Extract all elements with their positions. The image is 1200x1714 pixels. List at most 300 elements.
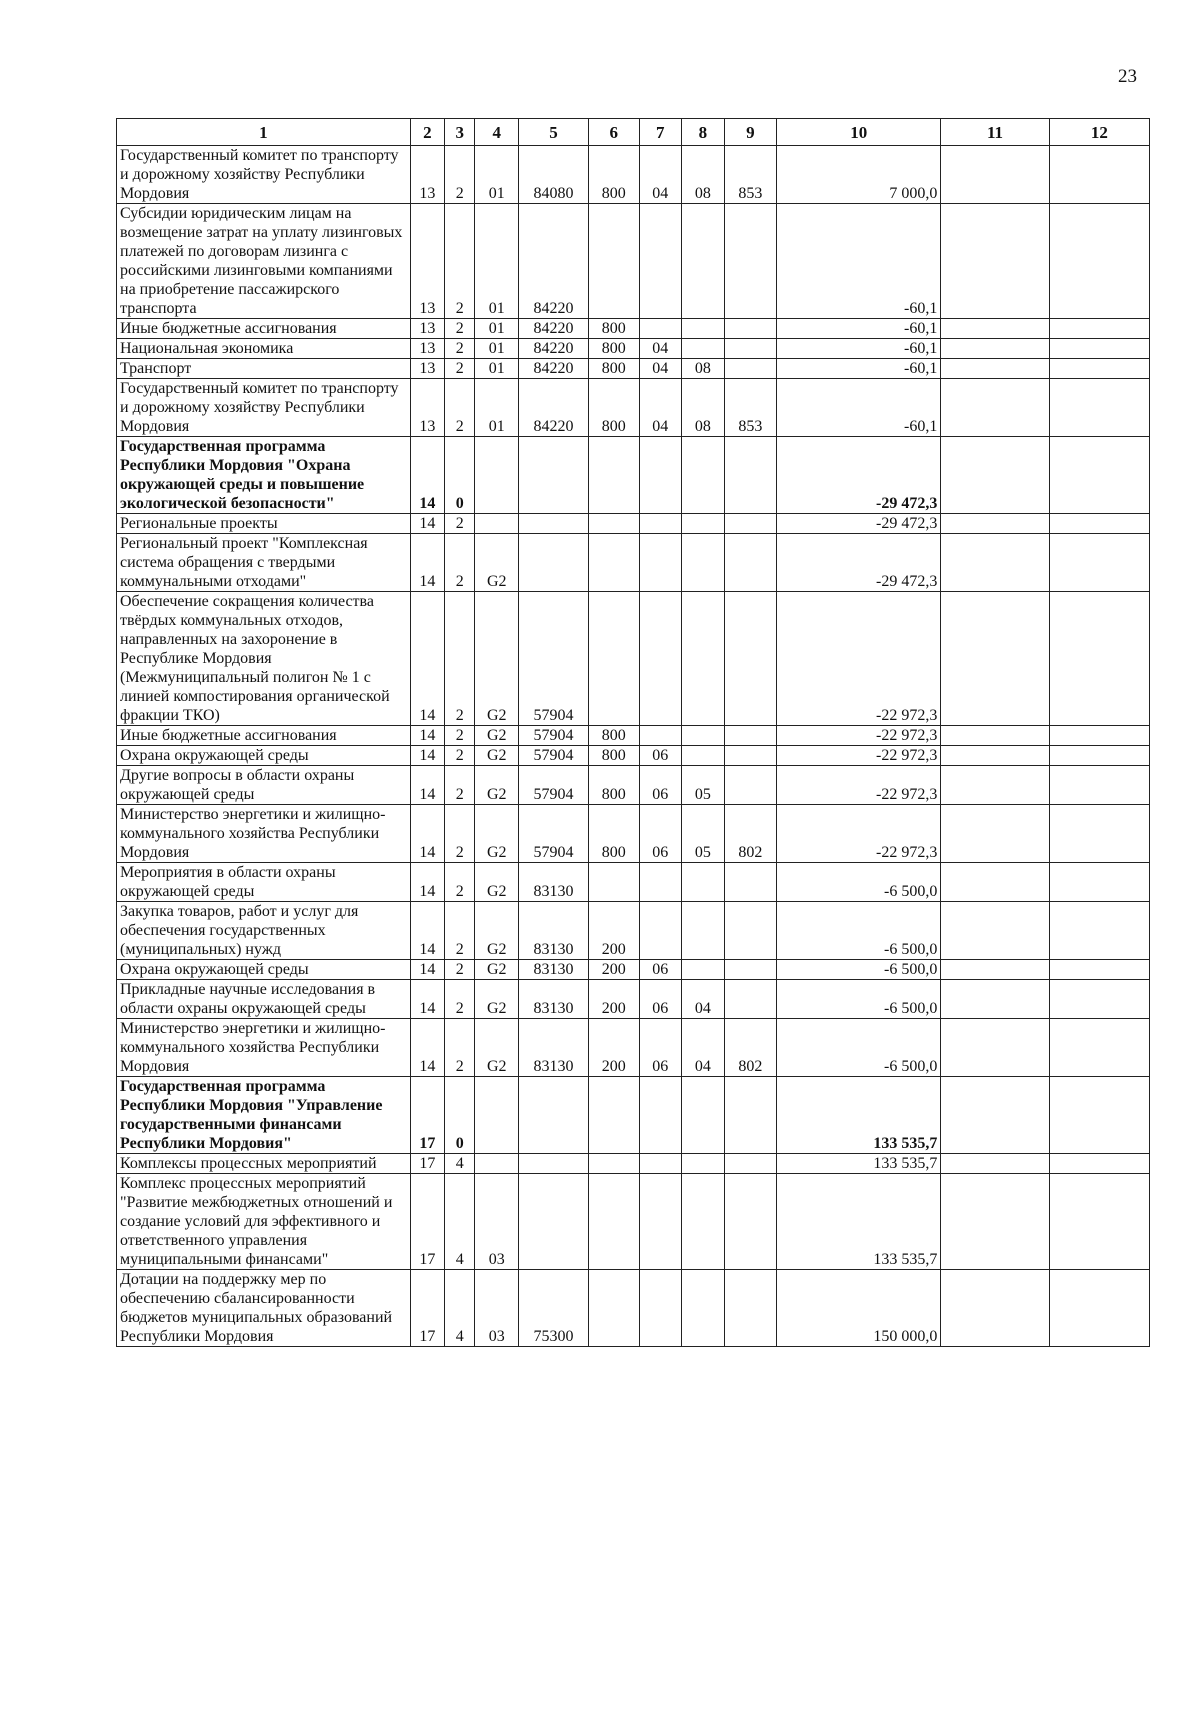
cell-col-12 [1049, 534, 1149, 592]
cell-col-3: 2 [445, 1019, 475, 1077]
cell-col-11 [941, 726, 1049, 746]
cell-col-7: 06 [639, 766, 682, 805]
cell-col-2: 13 [410, 146, 444, 204]
cell-col-9 [724, 359, 777, 379]
cell-col-7 [639, 863, 682, 902]
row-name-cell: Министерство энергетики и жилищно-коммунального хозяйства Республики Мордовия [117, 805, 411, 863]
row-name-cell: Государственная программа Республики Мордовия "Охрана окружающей среды и повышение экологической безопасности" [117, 437, 411, 514]
cell-col-9 [724, 592, 777, 726]
table-row [117, 902, 1150, 960]
cell-col-6 [588, 1077, 639, 1154]
cell-col-2: 17 [410, 1174, 444, 1270]
cell-col-9 [724, 746, 777, 766]
cell-col-9 [724, 1154, 777, 1174]
col-header-2: 2 [410, 119, 444, 146]
cell-col-8 [682, 204, 725, 319]
cell-col-3: 2 [445, 204, 475, 319]
cell-col-6 [588, 534, 639, 592]
cell-col-12 [1049, 592, 1149, 726]
page-number: 23 [1118, 66, 1137, 87]
cell-amount: 133 535,7 [777, 1154, 941, 1174]
cell-col-11 [941, 746, 1049, 766]
cell-col-6: 800 [588, 805, 639, 863]
cell-col-12 [1049, 1019, 1149, 1077]
col-header-1: 1 [117, 119, 411, 146]
table-row [117, 379, 1150, 437]
cell-col-11 [941, 1174, 1049, 1270]
row-name-cell: Национальная экономика [117, 339, 411, 359]
cell-col-12 [1049, 204, 1149, 319]
cell-amount: -22 972,3 [777, 766, 941, 805]
cell-col-11 [941, 339, 1049, 359]
table-row [117, 1019, 1150, 1077]
cell-col-8 [682, 726, 725, 746]
cell-col-6: 200 [588, 1019, 639, 1077]
cell-col-2: 13 [410, 204, 444, 319]
row-name-cell: Комплексы процессных мероприятий [117, 1154, 411, 1174]
cell-col-2: 14 [410, 1019, 444, 1077]
cell-col-8 [682, 514, 725, 534]
row-name-cell: Государственная программа Республики Мордовия "Управление государственными финансами Республики Мордовия" [117, 1077, 411, 1154]
cell-col-5: 57904 [519, 592, 589, 726]
cell-amount: -60,1 [777, 379, 941, 437]
cell-col-11 [941, 204, 1049, 319]
cell-col-11 [941, 514, 1049, 534]
cell-amount: 133 535,7 [777, 1077, 941, 1154]
cell-col-9: 802 [724, 805, 777, 863]
row-name-cell: Мероприятия в области охраны окружающей среды [117, 863, 411, 902]
cell-col-4: 01 [475, 146, 519, 204]
cell-col-8 [682, 1174, 725, 1270]
cell-col-2: 13 [410, 379, 444, 437]
cell-col-9: 853 [724, 379, 777, 437]
cell-col-11 [941, 960, 1049, 980]
cell-col-9 [724, 902, 777, 960]
cell-col-5: 84220 [519, 319, 589, 339]
table-row [117, 1154, 1150, 1174]
row-name-cell: Комплекс процессных мероприятий "Развитие межбюджетных отношений и создание условий для эффективного и ответственного управления муниципальными финансами" [117, 1174, 411, 1270]
cell-col-9: 802 [724, 1019, 777, 1077]
cell-col-4: G2 [475, 980, 519, 1019]
cell-amount: -22 972,3 [777, 746, 941, 766]
cell-amount: 150 000,0 [777, 1270, 941, 1347]
cell-col-4: G2 [475, 592, 519, 726]
cell-col-2: 14 [410, 726, 444, 746]
col-header-8: 8 [682, 119, 725, 146]
cell-col-6: 800 [588, 379, 639, 437]
col-header-4: 4 [475, 119, 519, 146]
cell-col-2: 14 [410, 746, 444, 766]
cell-col-8 [682, 319, 725, 339]
table-row [117, 204, 1150, 319]
cell-amount: 133 535,7 [777, 1174, 941, 1270]
cell-col-7 [639, 1270, 682, 1347]
table-row [117, 766, 1150, 805]
cell-col-7: 06 [639, 1019, 682, 1077]
cell-col-7 [639, 726, 682, 746]
cell-col-4: G2 [475, 766, 519, 805]
cell-amount: -6 500,0 [777, 902, 941, 960]
cell-col-5: 75300 [519, 1270, 589, 1347]
table-row [117, 319, 1150, 339]
cell-col-2: 13 [410, 359, 444, 379]
cell-col-3: 2 [445, 319, 475, 339]
cell-col-9: 853 [724, 146, 777, 204]
cell-col-3: 2 [445, 592, 475, 726]
cell-col-7 [639, 1077, 682, 1154]
cell-col-8 [682, 592, 725, 726]
cell-col-8 [682, 534, 725, 592]
cell-col-3: 2 [445, 534, 475, 592]
cell-col-12 [1049, 1174, 1149, 1270]
cell-col-11 [941, 980, 1049, 1019]
cell-col-12 [1049, 980, 1149, 1019]
cell-col-5 [519, 514, 589, 534]
cell-amount: -60,1 [777, 204, 941, 319]
cell-col-12 [1049, 863, 1149, 902]
cell-col-3: 2 [445, 514, 475, 534]
cell-col-11 [941, 766, 1049, 805]
cell-col-6: 200 [588, 902, 639, 960]
cell-col-4: G2 [475, 726, 519, 746]
cell-col-4: 01 [475, 204, 519, 319]
cell-col-12 [1049, 726, 1149, 746]
cell-col-5 [519, 437, 589, 514]
table-row [117, 726, 1150, 746]
cell-col-11 [941, 592, 1049, 726]
col-header-5: 5 [519, 119, 589, 146]
cell-col-7: 06 [639, 805, 682, 863]
cell-col-6 [588, 1174, 639, 1270]
cell-col-11 [941, 1077, 1049, 1154]
col-header-6: 6 [588, 119, 639, 146]
cell-col-2: 17 [410, 1154, 444, 1174]
cell-col-4: G2 [475, 960, 519, 980]
cell-col-9 [724, 1077, 777, 1154]
row-name-cell: Другие вопросы в области охраны окружающей среды [117, 766, 411, 805]
cell-col-11 [941, 805, 1049, 863]
cell-col-12 [1049, 746, 1149, 766]
cell-col-8 [682, 960, 725, 980]
cell-col-7 [639, 319, 682, 339]
cell-col-2: 14 [410, 592, 444, 726]
cell-col-5: 84220 [519, 359, 589, 379]
cell-col-6 [588, 437, 639, 514]
cell-amount: -60,1 [777, 339, 941, 359]
row-name-cell: Министерство энергетики и жилищно-коммунального хозяйства Республики Мордовия [117, 1019, 411, 1077]
table-row [117, 863, 1150, 902]
row-name-cell: Государственный комитет по транспорту и дорожному хозяйству Республики Мордовия [117, 379, 411, 437]
cell-col-6 [588, 592, 639, 726]
cell-col-4 [475, 514, 519, 534]
cell-col-11 [941, 902, 1049, 960]
cell-col-6: 800 [588, 339, 639, 359]
cell-col-9 [724, 980, 777, 1019]
cell-col-7 [639, 902, 682, 960]
table-row [117, 980, 1150, 1019]
cell-col-9 [724, 339, 777, 359]
cell-col-6 [588, 204, 639, 319]
row-name-cell: Охрана окружающей среды [117, 746, 411, 766]
cell-amount: -22 972,3 [777, 592, 941, 726]
cell-col-3: 2 [445, 805, 475, 863]
cell-col-6: 200 [588, 960, 639, 980]
cell-col-2: 14 [410, 980, 444, 1019]
cell-col-2: 17 [410, 1077, 444, 1154]
table-row [117, 1077, 1150, 1154]
cell-amount: -29 472,3 [777, 514, 941, 534]
col-header-9: 9 [724, 119, 777, 146]
row-name-cell: Транспорт [117, 359, 411, 379]
cell-col-12 [1049, 437, 1149, 514]
cell-col-8: 05 [682, 766, 725, 805]
cell-col-11 [941, 1270, 1049, 1347]
cell-col-2: 14 [410, 960, 444, 980]
row-name-cell: Дотации на поддержку мер по обеспечению сбалансированности бюджетов муниципальных образований Республики Мордовия [117, 1270, 411, 1347]
cell-col-5: 57904 [519, 805, 589, 863]
cell-col-7 [639, 514, 682, 534]
cell-col-7: 04 [639, 146, 682, 204]
cell-amount: -6 500,0 [777, 863, 941, 902]
cell-col-11 [941, 534, 1049, 592]
cell-col-3: 2 [445, 746, 475, 766]
cell-col-3: 2 [445, 766, 475, 805]
header-row [117, 119, 1150, 146]
cell-col-4: G2 [475, 805, 519, 863]
cell-col-12 [1049, 1270, 1149, 1347]
cell-col-11 [941, 379, 1049, 437]
cell-col-5: 83130 [519, 980, 589, 1019]
cell-amount: 7 000,0 [777, 146, 941, 204]
cell-col-9 [724, 1174, 777, 1270]
cell-col-2: 14 [410, 766, 444, 805]
row-name-cell: Региональные проекты [117, 514, 411, 534]
cell-col-6: 800 [588, 746, 639, 766]
cell-col-3: 0 [445, 1077, 475, 1154]
cell-col-3: 4 [445, 1270, 475, 1347]
cell-col-12 [1049, 319, 1149, 339]
cell-col-3: 2 [445, 960, 475, 980]
cell-col-12 [1049, 379, 1149, 437]
col-header-12: 12 [1049, 119, 1149, 146]
cell-col-8: 08 [682, 146, 725, 204]
cell-col-7 [639, 534, 682, 592]
cell-col-9 [724, 1270, 777, 1347]
cell-col-8: 04 [682, 1019, 725, 1077]
cell-col-8 [682, 746, 725, 766]
cell-col-12 [1049, 766, 1149, 805]
col-header-11: 11 [941, 119, 1049, 146]
cell-col-2: 14 [410, 805, 444, 863]
cell-col-11 [941, 359, 1049, 379]
cell-col-8: 08 [682, 379, 725, 437]
table-row [117, 514, 1150, 534]
cell-col-7 [639, 1154, 682, 1174]
cell-col-8: 04 [682, 980, 725, 1019]
cell-col-3: 2 [445, 863, 475, 902]
cell-col-6: 800 [588, 319, 639, 339]
cell-col-3: 2 [445, 902, 475, 960]
cell-col-4: G2 [475, 902, 519, 960]
row-name-cell: Иные бюджетные ассигнования [117, 726, 411, 746]
cell-col-5: 84220 [519, 204, 589, 319]
cell-col-2: 14 [410, 514, 444, 534]
cell-col-4: G2 [475, 746, 519, 766]
cell-col-5 [519, 534, 589, 592]
cell-col-9 [724, 204, 777, 319]
cell-col-8 [682, 437, 725, 514]
table-row [117, 960, 1150, 980]
cell-col-5: 84080 [519, 146, 589, 204]
cell-col-5: 83130 [519, 1019, 589, 1077]
cell-col-8: 05 [682, 805, 725, 863]
cell-col-9 [724, 534, 777, 592]
cell-col-4: G2 [475, 863, 519, 902]
row-name-cell: Иные бюджетные ассигнования [117, 319, 411, 339]
cell-col-12 [1049, 902, 1149, 960]
cell-col-5: 57904 [519, 746, 589, 766]
cell-col-7 [639, 204, 682, 319]
cell-col-6: 200 [588, 980, 639, 1019]
cell-col-2: 14 [410, 534, 444, 592]
cell-col-4: G2 [475, 534, 519, 592]
cell-col-9 [724, 766, 777, 805]
cell-col-7: 04 [639, 359, 682, 379]
cell-col-4 [475, 437, 519, 514]
cell-col-3: 4 [445, 1174, 475, 1270]
cell-col-9 [724, 437, 777, 514]
row-name-cell: Прикладные научные исследования в области охраны окружающей среды [117, 980, 411, 1019]
cell-col-8 [682, 902, 725, 960]
cell-col-3: 2 [445, 359, 475, 379]
cell-col-12 [1049, 1154, 1149, 1174]
cell-col-5: 83130 [519, 863, 589, 902]
table-row [117, 146, 1150, 204]
cell-col-6 [588, 1154, 639, 1174]
cell-amount: -29 472,3 [777, 534, 941, 592]
cell-col-11 [941, 146, 1049, 204]
cell-col-8 [682, 1077, 725, 1154]
cell-amount: -60,1 [777, 359, 941, 379]
row-name-cell: Закупка товаров, работ и услуг для обеспечения государственных (муниципальных) нужд [117, 902, 411, 960]
cell-col-8 [682, 1270, 725, 1347]
cell-col-2: 13 [410, 319, 444, 339]
cell-col-7: 06 [639, 746, 682, 766]
table-row [117, 746, 1150, 766]
cell-col-12 [1049, 960, 1149, 980]
cell-col-3: 4 [445, 1154, 475, 1174]
cell-col-6: 800 [588, 146, 639, 204]
cell-col-4: 01 [475, 379, 519, 437]
cell-col-7: 04 [639, 379, 682, 437]
cell-col-5: 83130 [519, 902, 589, 960]
cell-col-3: 2 [445, 339, 475, 359]
cell-col-5: 83130 [519, 960, 589, 980]
cell-amount: -22 972,3 [777, 805, 941, 863]
cell-col-5 [519, 1174, 589, 1270]
cell-col-5 [519, 1077, 589, 1154]
cell-col-7 [639, 592, 682, 726]
cell-col-8 [682, 339, 725, 359]
cell-col-3: 0 [445, 437, 475, 514]
cell-col-2: 13 [410, 339, 444, 359]
cell-col-9 [724, 514, 777, 534]
cell-col-3: 2 [445, 726, 475, 746]
row-name-cell: Субсидии юридическим лицам на возмещение затрат на уплату лизинговых платежей по договорам лизинга с российскими лизинговыми компаниями на приобретение пассажирского транспорта [117, 204, 411, 319]
table-row [117, 359, 1150, 379]
cell-col-11 [941, 863, 1049, 902]
cell-col-4: 03 [475, 1174, 519, 1270]
cell-col-11 [941, 1154, 1049, 1174]
cell-col-3: 2 [445, 980, 475, 1019]
cell-col-4: 01 [475, 359, 519, 379]
cell-col-6: 800 [588, 726, 639, 746]
cell-col-12 [1049, 1077, 1149, 1154]
cell-amount: -6 500,0 [777, 960, 941, 980]
cell-amount: -6 500,0 [777, 980, 941, 1019]
cell-amount: -6 500,0 [777, 1019, 941, 1077]
table-row [117, 592, 1150, 726]
cell-col-9 [724, 863, 777, 902]
row-name-cell: Региональный проект "Комплексная система обращения с твердыми коммунальными отходами" [117, 534, 411, 592]
table-row [117, 1270, 1150, 1347]
cell-amount: -29 472,3 [777, 437, 941, 514]
col-header-10: 10 [777, 119, 941, 146]
cell-col-4: 03 [475, 1270, 519, 1347]
cell-col-12 [1049, 146, 1149, 204]
cell-col-5: 84220 [519, 339, 589, 359]
col-header-7: 7 [639, 119, 682, 146]
table-row [117, 805, 1150, 863]
cell-col-3: 2 [445, 146, 475, 204]
cell-col-7 [639, 437, 682, 514]
cell-col-3: 2 [445, 379, 475, 437]
cell-col-6 [588, 1270, 639, 1347]
cell-col-7 [639, 1174, 682, 1270]
cell-amount: -22 972,3 [777, 726, 941, 746]
cell-col-2: 17 [410, 1270, 444, 1347]
table-row [117, 437, 1150, 514]
cell-col-5: 57904 [519, 766, 589, 805]
cell-col-8: 08 [682, 359, 725, 379]
cell-col-2: 14 [410, 863, 444, 902]
cell-col-7: 06 [639, 980, 682, 1019]
cell-col-5: 84220 [519, 379, 589, 437]
cell-col-4: 01 [475, 339, 519, 359]
row-name-cell: Охрана окружающей среды [117, 960, 411, 980]
cell-col-9 [724, 960, 777, 980]
cell-col-4: 01 [475, 319, 519, 339]
table-row [117, 339, 1150, 359]
cell-col-5: 57904 [519, 726, 589, 746]
row-name-cell: Обеспечение сокращения количества твёрдых коммунальных отходов, направленных на захоронение в Республике Мордовия (Межмуниципальный полигон № 1 с линией компостирования органической фракции ТКО) [117, 592, 411, 726]
cell-col-8 [682, 863, 725, 902]
table-row [117, 534, 1150, 592]
cell-col-6: 800 [588, 766, 639, 805]
row-name-cell: Государственный комитет по транспорту и дорожному хозяйству Республики Мордовия [117, 146, 411, 204]
cell-col-7: 04 [639, 339, 682, 359]
col-header-3: 3 [445, 119, 475, 146]
cell-col-2: 14 [410, 902, 444, 960]
cell-col-9 [724, 319, 777, 339]
cell-col-4 [475, 1154, 519, 1174]
cell-col-4 [475, 1077, 519, 1154]
cell-col-7: 06 [639, 960, 682, 980]
cell-col-12 [1049, 359, 1149, 379]
cell-col-12 [1049, 805, 1149, 863]
cell-col-6: 800 [588, 359, 639, 379]
cell-col-6 [588, 863, 639, 902]
